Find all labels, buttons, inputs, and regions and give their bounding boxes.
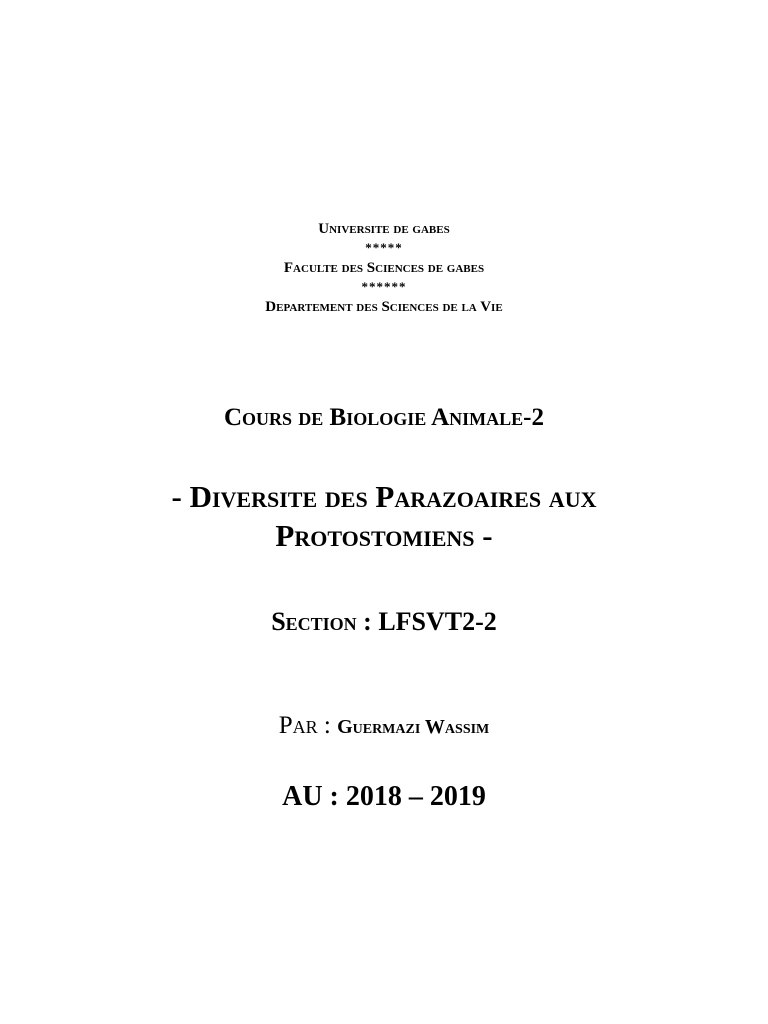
subject-line-1: - Diversite des Parazoaires aux — [171, 479, 597, 514]
course-title: Cours de Biologie Animale-2 — [223, 404, 545, 431]
academic-year: AU : 2018 – 2019 — [282, 781, 486, 812]
university-name: Universite de gabes — [318, 221, 450, 237]
faculty-name: Faculte des Sciences de gabes — [283, 260, 485, 276]
separator-stars-2: ****** — [361, 279, 407, 294]
department-name: Departement des Sciences de la Vie — [265, 299, 503, 315]
subject-line-2: Protostomiens - — [275, 518, 493, 553]
author-prefix: Par : — [278, 712, 338, 739]
section-label: Section : LFSVT2-2 — [271, 607, 497, 636]
author-line — [0, 710, 768, 745]
separator-stars-1: ***** — [365, 240, 403, 255]
author-name: Guermazi Wassim — [337, 716, 490, 738]
